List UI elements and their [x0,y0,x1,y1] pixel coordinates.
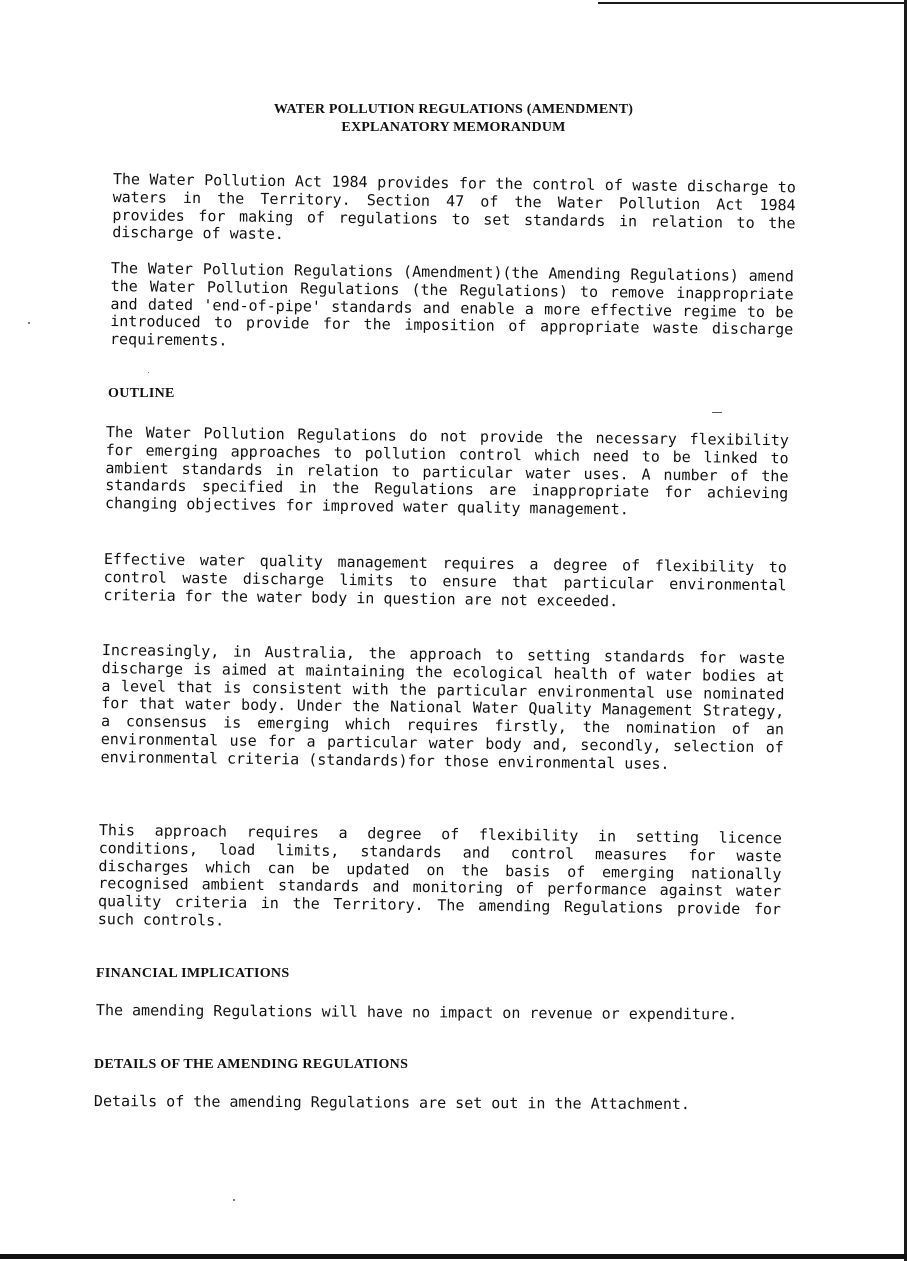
intro-paragraph-1: The Water Pollution Act 1984 provides for the control of waste discharge to waters in the Territory. Section 47 of the Water Pollution Act 1984 provides for making of regulations to set standards in relation to the discharge of waste. [112,170,796,244]
outline-heading: OUTLINE [108,386,175,401]
outline-paragraph-1: The Water Pollution Regulations do not provide the necessary flexibility for emerging approaches to pollution control which need to be linked to ambient standards in relation to particular water uses. A number of the standards specified in the Regulations are inappropriate for achieving changing objectives for improved water quality management. [104,423,789,519]
outline-paragraph-3: Increasingly, in Australia, the approach to setting standards for waste discharge is aimed at maintaining the ecological health of water bodies at a level that is consistent with the particular environmental use nominated for that water body. Under the National Water Quality Management Strategy, a consensus is emerging which requires firstly, the nomination of an environmental use for a particular water body and, secondly, selection of environmental criteria (standards)for those environmental uses. [100,641,785,773]
scan-speck [28,322,30,324]
details-paragraph: Details of the amending Regulations are set out in the Attachment. [93,1092,691,1114]
financial-implications-paragraph: The amending Regulations will have no impact on revenue or expenditure. [95,1001,738,1024]
financial-implications-heading: FINANCIAL IMPLICATIONS [96,966,290,981]
details-heading: DETAILS OF THE AMENDING REGULATIONS [94,1057,409,1072]
scan-edge-bottom [0,1254,907,1259]
document-title: WATER POLLUTION REGULATIONS (AMENDMENT) [273,102,634,117]
scan-speck [712,412,722,413]
scan-edge-top [598,2,907,4]
outline-paragraph-4: This approach requires a degree of flexibility in setting licence conditions, load limits, standards and control measures for waste discharges which can be updated on the basis of emerging nationally recognised ambient standards and monitoring of performance against water quality criteria in the Territory. The amending Regulations provide for such controls. [97,821,782,930]
intro-paragraph-2: The Water Pollution Regulations (Amendment)(the Amending Regulations) amend the Water Pollution Regulations (the Regulations) to remove inappropriate and dated 'end-of-pipe' standards and enable a more effective regime to be introduced to provide for the imposition of appropriate waste discharge requirements. [109,259,794,350]
scan-speck [148,372,149,373]
scan-speck [233,1199,235,1201]
document-subtitle: EXPLANATORY MEMORANDUM [341,120,566,135]
outline-paragraph-2: Effective water quality management requires a degree of flexibility to control waste discharge limits to ensure that particular environmental criteria for the water body in question are not exceeded. [103,550,787,610]
